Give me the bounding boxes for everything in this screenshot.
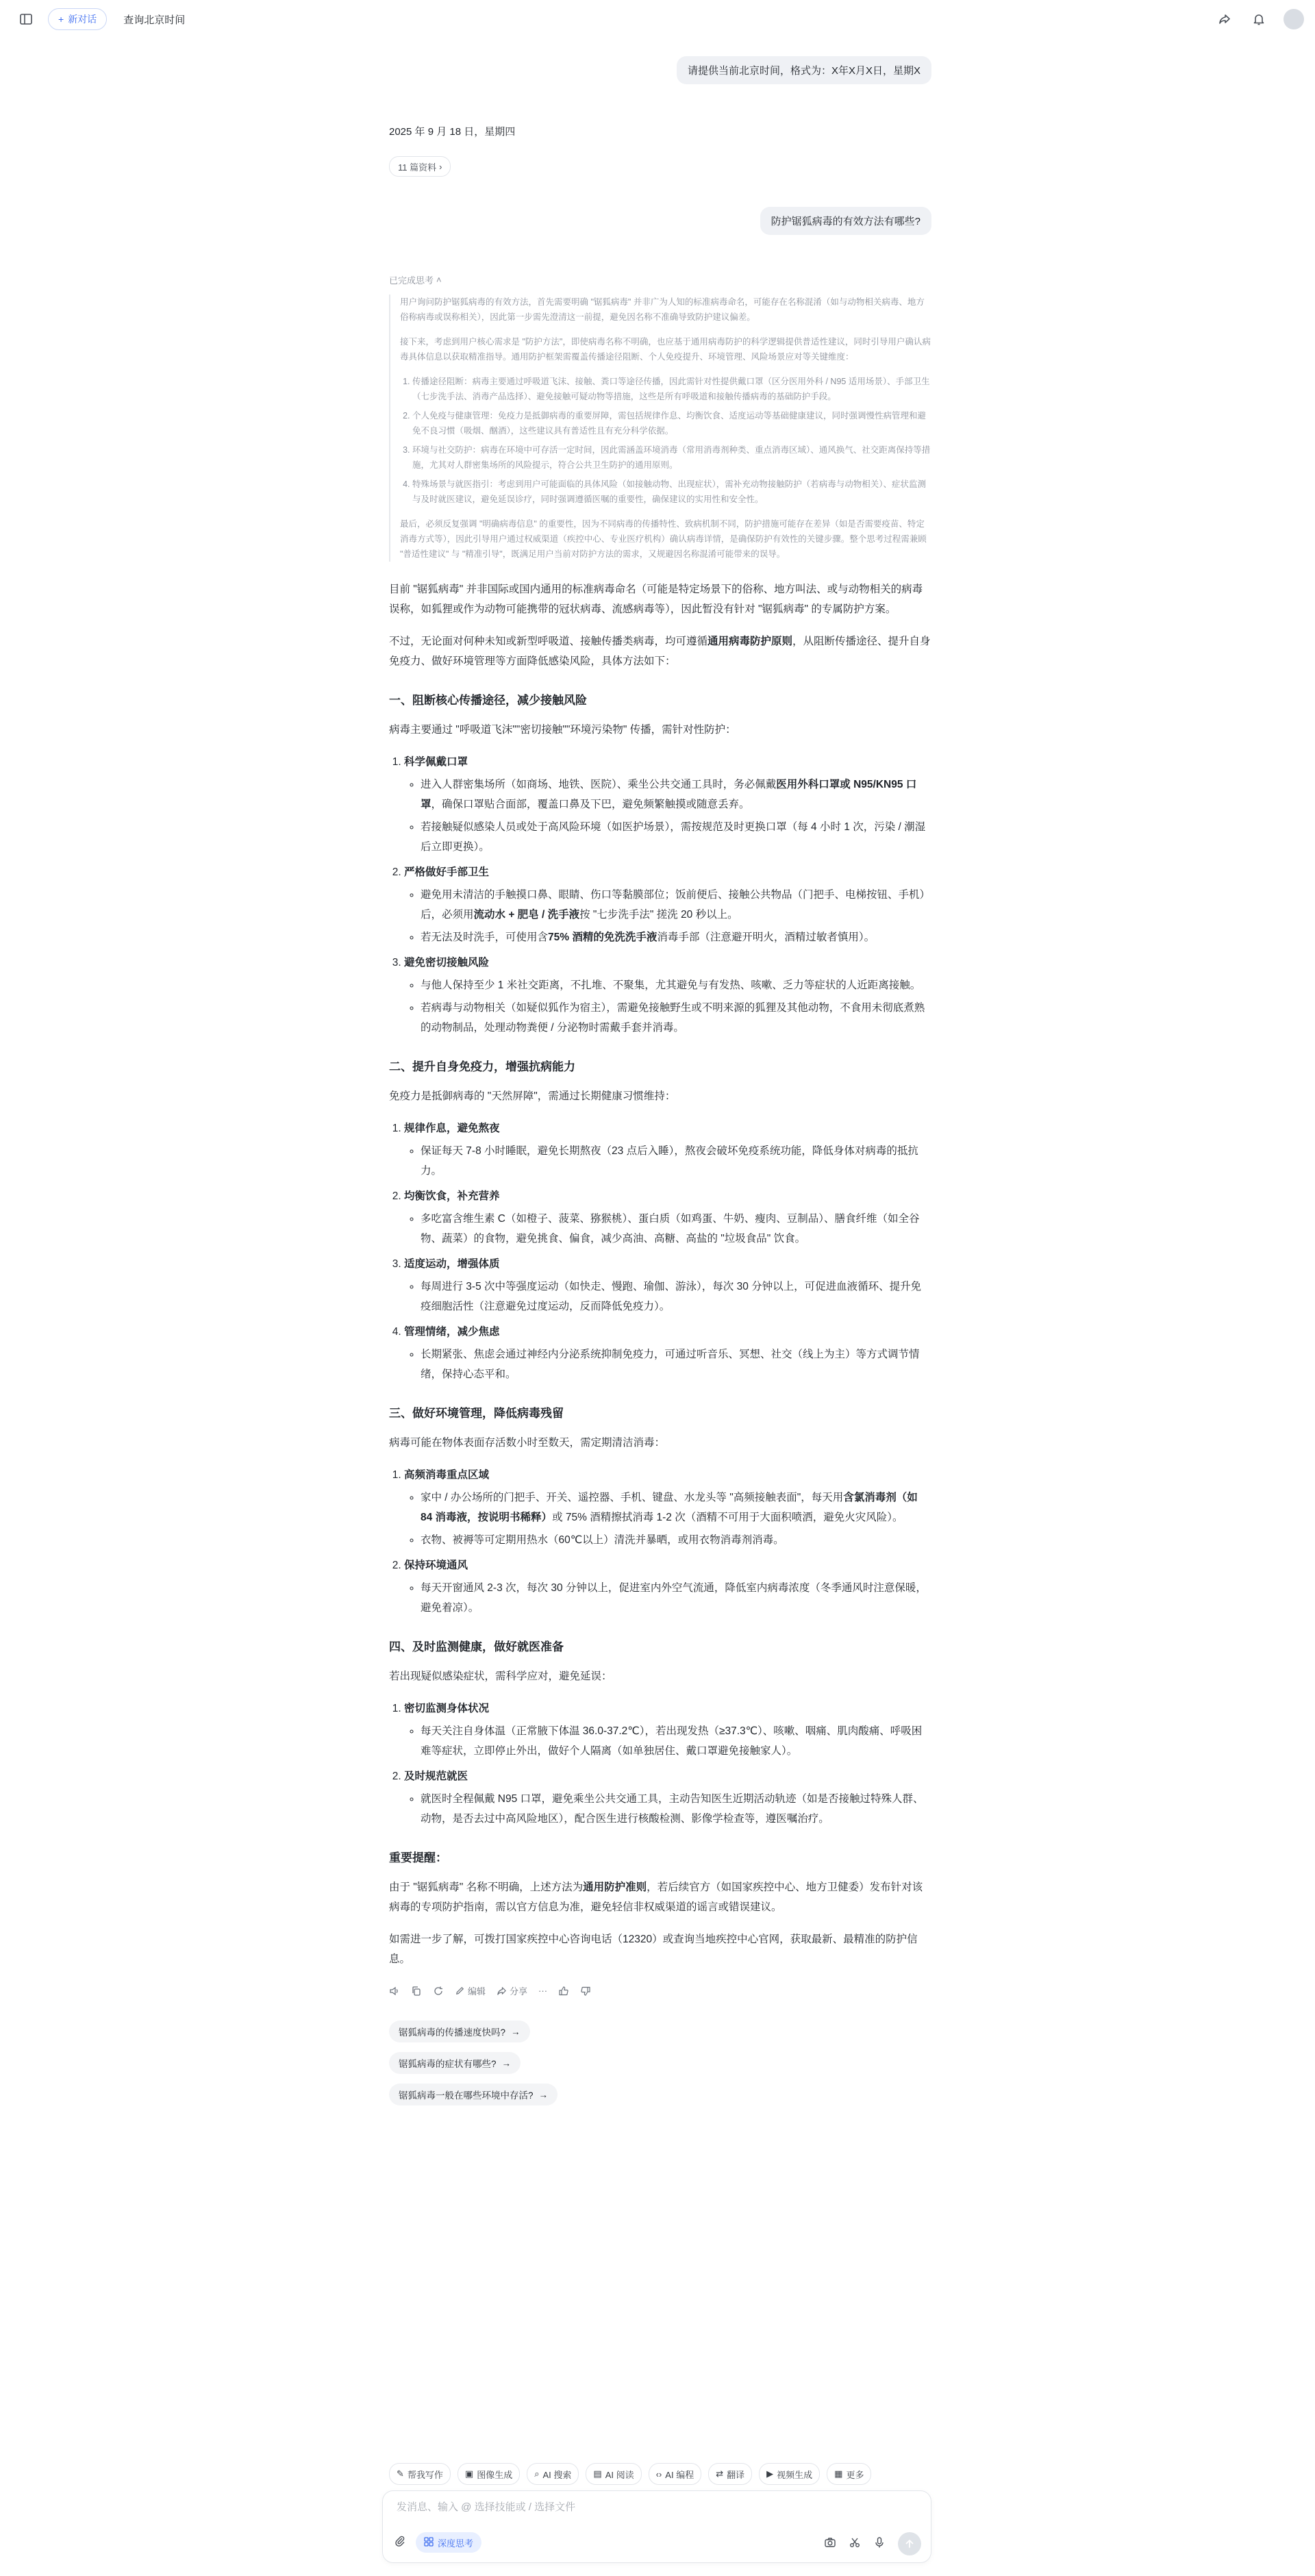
translate-icon: ⇄ bbox=[716, 2468, 724, 2479]
list-item: 1. 科学佩戴口罩 ◦ 进入人群密集场所（如商场、地铁、医院）、乘坐公共交通工具时，务必佩戴医用外科口罩或 N95/KN95 口罩，确保口罩贴合面部，覆盖口鼻及下巴，避免频繁触摸或随意丢弃。 ◦ 若接触疑似感染人员或处于高风险环境（如医护场景），需按规范及时更换口罩（每 4 小时 1 次，污染 / 潮湿后立即更换）。 bbox=[404, 752, 931, 857]
tool-bar bbox=[389, 2463, 871, 2485]
section-lead: 病毒主要通过 "呼吸道飞沫""密切接触""环境污染物" 传播，需针对性防护： bbox=[389, 724, 736, 736]
list-item: 4. 管理情绪，减少焦虑 ◦ 长期紧张、焦虑会通过神经内分泌系统抑制免疫力，可通过听音乐、冥想、社交（线上为主）等方式调节情绪，保持心态平和。 bbox=[404, 1322, 931, 1384]
deep-think-toggle[interactable]: 深度思考 bbox=[416, 2532, 481, 2553]
copy-icon[interactable] bbox=[411, 1986, 422, 1997]
list-item: 2. 及时规范就医 ◦ 就医时全程佩戴 N95 口罩，避免乘坐公共交通工具，主动告知医生近期活动轨迹（如是否接触过特殊人群、动物，是否去过中高风险地区），配合医生进行核酸检测、影像学检查等，遵医嘱治疗。 bbox=[404, 1766, 931, 1829]
avatar[interactable] bbox=[1283, 9, 1304, 29]
section-lead: 病毒可能在物体表面存活数小时至数天，需定期清洁消毒： bbox=[389, 1437, 666, 1449]
bullet-item: ◦ 与他人保持至少 1 米社交距离，不扎堆、不聚集，尤其避免与有发热、咳嗽、乏力等症状的人近距离接触。 bbox=[421, 975, 931, 995]
new-chat-label: 新对话 bbox=[68, 14, 97, 25]
bell-icon[interactable] bbox=[1249, 10, 1268, 29]
list-item: 4. 特殊场景与就医指引：考虑到用户可能面临的具体风险（如接触动物、出现症状），需补充动物接触防护（若病毒与动物相关）、症状监测与及时就医建议，避免延误诊疗，同时强调遵循医嘱的重要性，确保建议的实用性和安全性。 bbox=[412, 477, 931, 507]
answer-paragraph: 如需进一步了解，可拨打国家疾控中心咨询电话（12320）或查询当地疾控中心官网，获取最新、最精准的防护信息。 bbox=[389, 1934, 918, 1965]
section-heading: 三、做好环境管理，降低病毒残留 bbox=[389, 1407, 564, 1420]
list-item: 2. 均衡饮食，补充营养 ◦ 多吃富含维生素 C（如橙子、菠菜、猕猴桃）、蛋白质（如鸡蛋、牛奶、瘦肉、豆制品）、膳食纤维（如全谷物、蔬菜）的食物，避免挑食、偏食，减少高油、高糖、高盐的 "垃圾食品" 饮食。 bbox=[404, 1186, 931, 1249]
user-message: 请提供当前北京时间，格式为：X年X月X日，星期X bbox=[677, 56, 931, 84]
list-item: 2. 严格做好手部卫生 ◦ 避免用未清洁的手触摸口鼻、眼睛、伤口等黏膜部位；饭前便后、接触公共物品（门把手、电梯按钮、手机）后，必须用流动水 + 肥皂 / 洗手液按 "七步洗手法" 搓洗 20 秒以上。 ◦ 若无法及时洗手，可使用含75% 酒精的免洗洗手液消毒手部（注意避开明火，酒精过敏者慎用）。 bbox=[404, 862, 931, 947]
pen-icon: ✎ bbox=[397, 2468, 404, 2479]
bullet-item: ◦ 就医时全程佩戴 N95 口罩，避免乘坐公共交通工具，主动告知医生近期活动轨迹（如是否接触过特殊人群、动物，是否去过中高风险地区），配合医生进行核酸检测、影像学检查等，遵医嘱治疗。 bbox=[421, 1789, 931, 1829]
section-list bbox=[389, 1699, 931, 1829]
assistant-answer bbox=[389, 579, 931, 1969]
thinking-content bbox=[389, 295, 931, 562]
bullet-item: ◦ 若病毒与动物相关（如疑似狐作为宿主），需避免接触野生或不明来源的狐狸及其他动物，不食用未彻底煮熟的动物制品，处理动物粪便 / 分泌物时需戴手套并消毒。 bbox=[421, 998, 931, 1038]
grid-icon: ▦ bbox=[834, 2468, 843, 2479]
bullet-item: ◦ 长期紧张、焦虑会通过神经内分泌系统抑制免疫力，可通过听音乐、冥想、社交（线上为主）等方式调节情绪，保持心态平和。 bbox=[421, 1345, 931, 1384]
section-list bbox=[389, 752, 931, 1038]
suggested-questions bbox=[389, 2021, 931, 2105]
thinking-paragraph: 接下来，考虑到用户核心需求是 "防护方法"，即使病毒名称不明确，也应基于通用病毒防护的科学逻辑提供普适性建议，同时引导用户确认病毒具体信息以获取精准指导。通用防护框架需覆盖传播途径阻断、个人免疫提升、环境管理、风险场景应对等关键维度： bbox=[400, 337, 931, 362]
conversation-title: 查询北京时间 bbox=[123, 14, 186, 26]
regenerate-icon[interactable] bbox=[433, 1986, 444, 1997]
top-bar bbox=[0, 0, 1315, 38]
references-label: 11 篇资料 bbox=[398, 162, 437, 173]
message-input[interactable] bbox=[395, 2501, 877, 2514]
bullet-item: ◦ 每天关注自身体温（正常腋下体温 36.0-37.2℃），若出现发热（≥37.3℃）、咳嗽、咽痛、肌肉酸痛、呼吸困难等症状，立即停止外出，做好个人隔离（如单独居住、戴口罩避免接触家人）。 bbox=[421, 1721, 931, 1761]
bullet-item: ◦ 衣物、被褥等可定期用热水（60℃以上）清洗并暴晒，或用衣物消毒剂消毒。 bbox=[421, 1530, 931, 1550]
send-button[interactable] bbox=[898, 2532, 921, 2555]
tool-reading[interactable]: ▤ AI 阅读 bbox=[586, 2463, 641, 2485]
list-item: 2. 个人免疫与健康管理：免疫力是抵御病毒的重要屏障，需包括规律作息、均衡饮食、适度运动等基础健康建议，同时强调慢性病管理和避免不良习惯（吸烟、酗酒），这些建议具有普适性且有充分科学依据。 bbox=[412, 408, 931, 438]
references-button[interactable] bbox=[389, 156, 451, 177]
search-icon: ⌕ bbox=[534, 2468, 540, 2479]
list-item: 2. 保持环境通风 ◦ 每天开窗通风 2-3 次，每次 30 分钟以上，促进室内外空气流通，降低室内病毒浓度（冬季通风时注意保暖，避免着凉）。 bbox=[404, 1555, 931, 1618]
arrow-right-icon: → bbox=[501, 2058, 512, 2068]
tool-search[interactable]: ⌕ AI 搜索 bbox=[527, 2463, 579, 2485]
edit-icon bbox=[455, 1986, 465, 1996]
chevron-up-icon: ˄ bbox=[436, 275, 442, 285]
thinking-list bbox=[400, 374, 931, 507]
book-icon: ▤ bbox=[593, 2468, 602, 2479]
tool-coding[interactable]: ‹› AI 编程 bbox=[649, 2463, 702, 2485]
paperclip-icon[interactable] bbox=[394, 2535, 406, 2551]
list-item: 1. 密切监测身体状况 ◦ 每天关注自身体温（正常腋下体温 36.0-37.2℃），若出现发热（≥37.3℃）、咳嗽、咽痛、肌肉酸痛、呼吸困难等症状，立即停止外出，做好个人隔离（如单独居住、戴口罩避免接触家人）。 bbox=[404, 1699, 931, 1761]
microphone-icon[interactable] bbox=[873, 2536, 886, 2552]
user-message: 防护锯狐病毒的有效方法有哪些? bbox=[760, 207, 931, 235]
tool-more[interactable]: ▦ 更多 bbox=[827, 2463, 871, 2485]
list-item: 3. 适度运动，增强体质 ◦ 每周进行 3-5 次中等强度运动（如快走、慢跑、瑜伽、游泳），每次 30 分钟以上，可促进血液循环、提升免疫细胞活性（注意避免过度运动，反而降低免疫力）。 bbox=[404, 1254, 931, 1316]
section-list bbox=[389, 1118, 931, 1384]
suggestion-chip[interactable]: 锯狐病毒的症状有哪些? → bbox=[389, 2052, 521, 2074]
bullet-item: ◦ 进入人群密集场所（如商场、地铁、医院）、乘坐公共交通工具时，务必佩戴医用外科口罩或 N95/KN95 口罩，确保口罩贴合面部，覆盖口鼻及下巴，避免频繁触摸或随意丢弃。 bbox=[421, 775, 931, 814]
tool-writing[interactable]: ✎ 帮我写作 bbox=[389, 2463, 451, 2485]
section-lead: 若出现疑似感染症状，需科学应对，避免延误： bbox=[389, 1671, 612, 1682]
more-icon[interactable]: ··· bbox=[538, 1986, 548, 1996]
arrow-right-icon: → bbox=[538, 2089, 549, 2100]
share-icon[interactable] bbox=[1215, 10, 1234, 29]
section-heading: 四、及时监测健康，做好就医准备 bbox=[389, 1640, 564, 1653]
suggestion-chip[interactable]: 锯狐病毒的传播速度快吗? → bbox=[389, 2021, 530, 2042]
list-item: 1. 高频消毒重点区域 ◦ 家中 / 办公场所的门把手、开关、遥控器、手机、键盘、水龙头等 "高频接触表面"，每天用含氯消毒剂（如 84 消毒液，按说明书稀释）或 75% 酒精擦拭消毒 1-2 次（酒精不可用于大面积喷洒，避免火灾风险）。 ◦ 衣物、被褥等可定期用热水（60℃以上）清洗并暴晒，或用衣物消毒剂消毒。 bbox=[404, 1465, 931, 1550]
list-item: 1. 传播途径阻断：病毒主要通过呼吸道飞沫、接触、粪口等途径传播，因此需针对性提供戴口罩（区分医用外科 / N95 适用场景）、手部卫生（七步洗手法、消毒产品选择）、避免接触可疑动物等措施，这些是所有呼吸道和接触传播病毒的基础防护手段。 bbox=[412, 374, 931, 404]
message-composer bbox=[382, 2490, 931, 2563]
bullet-item: ◦ 避免用未清洁的手触摸口鼻、眼睛、伤口等黏膜部位；饭前便后、接触公共物品（门把手、电梯按钮、手机）后，必须用流动水 + 肥皂 / 洗手液按 "七步洗手法" 搓洗 20 秒以上。 bbox=[421, 885, 931, 925]
tool-image[interactable]: ▣ 图像生成 bbox=[458, 2463, 520, 2485]
answer-paragraph: 不过，无论面对何种未知或新型呼吸道、接触传播类病毒，均可遵循通用病毒防护原则，从阻断传播途径、提升自身免疫力、做好环境管理等方面降低感染风险，具体方法如下： bbox=[389, 636, 931, 667]
answer-paragraph: 目前 "锯狐病毒" 并非国际或国内通用的标准病毒命名（可能是特定场景下的俗称、地方叫法、或与动物相关的病毒误称，如狐狸或作为动物可能携带的冠状病毒、流感病毒等），因此暂没有针对 "锯狐病毒" 的专属防护方案。 bbox=[389, 584, 923, 615]
thumbs-up-icon[interactable] bbox=[558, 1986, 569, 1997]
bullet-item: ◦ 每天开窗通风 2-3 次，每次 30 分钟以上，促进室内外空气流通，降低室内病毒浓度（冬季通风时注意保暖，避免着凉）。 bbox=[421, 1578, 931, 1618]
section-heading: 二、提升自身免疫力，增强抗病能力 bbox=[389, 1060, 575, 1073]
list-item: 3. 环境与社交防护：病毒在环境中可存活一定时间，因此需涵盖环境消毒（常用消毒剂种类、重点消毒区域）、通风换气、社交距离保持等措施，尤其对人群密集场所的风险提示，符合公共卫生防护的通用原则。 bbox=[412, 442, 931, 473]
tool-video[interactable]: ▶ 视频生成 bbox=[759, 2463, 820, 2485]
thinking-paragraph: 最后，必须反复强调 "明确病毒信息" 的重要性，因为不同病毒的传播特性、致病机制不同，防护措施可能存在差异（如是否需要疫苗、特定消毒方式等），因此引导用户通过权威渠道（疾控中心、专业医疗机构）确认病毒详情，是确保防护有效性的关键步骤。整个思考过程需兼顾 "普适性建议" 与 "精准引导"，既满足用户当前对防护方法的需求，又规避因名称混淆可能带来的误导。 bbox=[400, 519, 927, 559]
answer-paragraph: 由于 "锯狐病毒" 名称不明确，上述方法为通用防护准则，若后续官方（如国家疾控中心、地方卫健委）发布针对该病毒的专项防护指南，需以官方信息为准，避免轻信非权威渠道的谣言或错误建议。 bbox=[389, 1881, 923, 1913]
bullet-item: ◦ 多吃富含维生素 C（如橙子、菠菜、猕猴桃）、蛋白质（如鸡蛋、牛奶、瘦肉、豆制品）、膳食纤维（如全谷物、蔬菜）的食物，避免挑食、偏食，减少高油、高糖、高盐的 "垃圾食品" 饮食。 bbox=[421, 1209, 931, 1249]
new-chat-button[interactable] bbox=[48, 8, 107, 30]
arrow-up-icon bbox=[904, 2538, 915, 2549]
bullet-item: ◦ 保证每天 7-8 小时睡眠，避免长期熬夜（23 点后入睡），熬夜会破坏免疫系统功能，降低身体对病毒的抵抗力。 bbox=[421, 1141, 931, 1181]
thinking-toggle-label: 已完成思考 bbox=[389, 275, 434, 286]
video-icon: ▶ bbox=[766, 2468, 774, 2479]
tool-translate[interactable]: ⇄ 翻译 bbox=[708, 2463, 752, 2485]
chevron-right-icon: › bbox=[439, 161, 442, 172]
list-item: 1. 规律作息，避免熬夜 ◦ 保证每天 7-8 小时睡眠，避免长期熬夜（23 点后入睡），熬夜会破坏免疫系统功能，降低身体对病毒的抵抗力。 bbox=[404, 1118, 931, 1181]
thinking-paragraph: 用户询问防护锯狐病毒的有效方法，首先需要明确 "锯狐病毒" 并非广为人知的标准病毒命名，可能存在名称混淆（如与动物相关病毒、地方俗称病毒或误称相关），因此第一步需先澄清这一前提，避免因名称不准确导致防护建议偏差。 bbox=[400, 297, 925, 322]
list-item: 3. 避免密切接触风险 ◦ 与他人保持至少 1 米社交距离，不扎堆、不聚集，尤其避免与有发热、咳嗽、乏力等症状的人近距离接触。 ◦ 若病毒与动物相关（如疑似狐作为宿主），需避免接触野生或不明来源的狐狸及其他动物，不食用未彻底煮熟的动物制品，处理动物粪便 / 分泌物时需戴手套并消毒。 bbox=[404, 953, 931, 1038]
thinking-toggle[interactable] bbox=[389, 273, 931, 286]
section-list bbox=[389, 1465, 931, 1618]
bullet-item: ◦ 家中 / 办公场所的门把手、开关、遥控器、手机、键盘、水龙头等 "高频接触表面"，每天用含氯消毒剂（如 84 消毒液，按说明书稀释）或 75% 酒精擦拭消毒 1-2 次（酒精不可用于大面积喷洒，避免火灾风险）。 bbox=[421, 1488, 931, 1527]
section-heading: 一、阻断核心传播途径，减少接触风险 bbox=[389, 694, 587, 707]
image-icon: ▣ bbox=[464, 2468, 474, 2479]
plus-icon: + bbox=[58, 14, 64, 25]
deep-think-icon bbox=[424, 2537, 434, 2549]
section-lead: 免疫力是抵御病毒的 "天然屏障"，需通过长期健康习惯维持： bbox=[389, 1090, 676, 1102]
chat-thread bbox=[389, 56, 931, 2105]
arrow-right-icon: → bbox=[511, 2026, 521, 2037]
edit-button[interactable]: 编辑 bbox=[455, 1984, 486, 1997]
assistant-reply: 2025 年 9 月 18 日，星期四 bbox=[389, 126, 516, 138]
thumbs-down-icon[interactable] bbox=[580, 1986, 591, 1997]
bullet-item: ◦ 若接触疑似感染人员或处于高风险环境（如医护场景），需按规范及时更换口罩（每 4 小时 1 次，污染 / 潮湿后立即更换）。 bbox=[421, 817, 931, 857]
code-icon: ‹› bbox=[655, 2468, 662, 2479]
scissors-icon[interactable] bbox=[849, 2536, 861, 2552]
message-actions bbox=[389, 1984, 931, 1997]
suggestion-chip[interactable]: 锯狐病毒一般在哪些环境中存活? → bbox=[389, 2084, 558, 2105]
share-icon bbox=[497, 1986, 507, 1996]
share-button[interactable]: 分享 bbox=[497, 1984, 527, 1997]
bullet-item: ◦ 若无法及时洗手，可使用含75% 酒精的免洗洗手液消毒手部（注意避开明火，酒精过敏者慎用）。 bbox=[421, 927, 931, 947]
camera-icon[interactable] bbox=[824, 2536, 836, 2552]
note-heading: 重要提醒： bbox=[389, 1851, 447, 1864]
sidebar-toggle-icon[interactable] bbox=[16, 10, 36, 29]
bullet-item: ◦ 每周进行 3-5 次中等强度运动（如快走、慢跑、瑜伽、游泳），每次 30 分钟以上，可促进血液循环、提升免疫细胞活性（注意避免过度运动，反而降低免疫力）。 bbox=[421, 1277, 931, 1316]
speaker-icon[interactable] bbox=[389, 1986, 400, 1997]
